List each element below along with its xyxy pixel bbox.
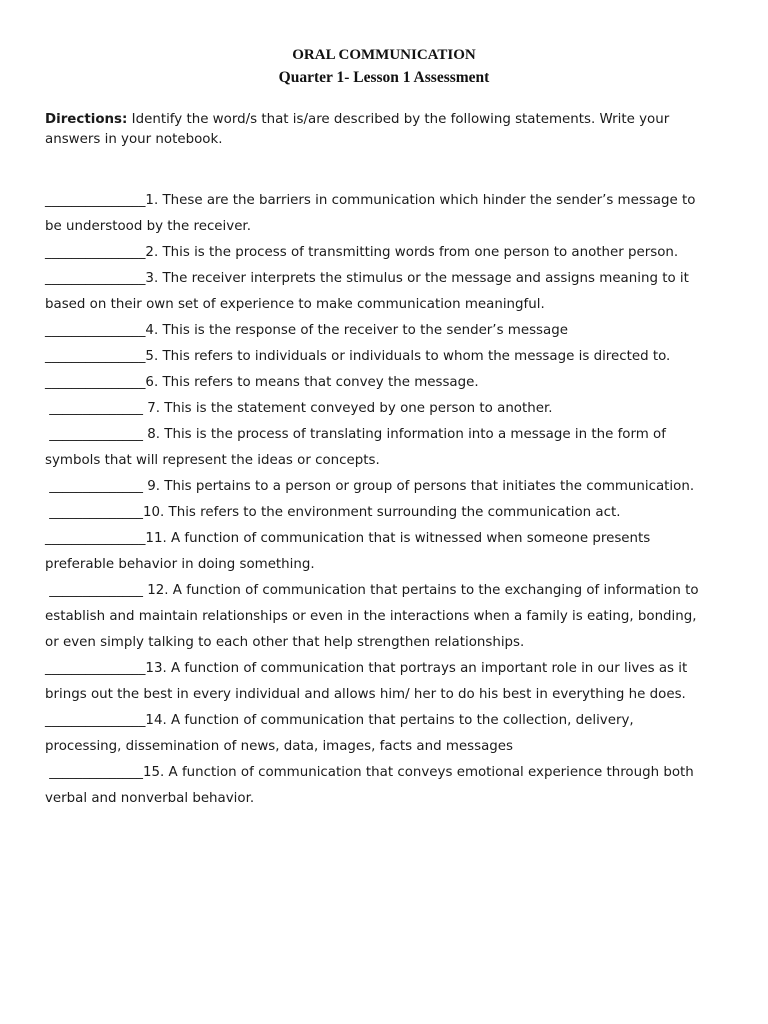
question-line: ______________ 12. A function of communication that pertains to the exchanging of information to	[45, 583, 699, 598]
question-line: establish and maintain relationships or even in the interactions when a family is eating, bonding,	[45, 609, 697, 624]
question-line: ______________ 7. This is the statement conveyed by one person to another.	[45, 401, 553, 416]
question-line: brings out the best in every individual and allows him/ her to do his best in everything he does.	[45, 687, 686, 702]
question-line: symbols that will represent the ideas or concepts.	[45, 453, 380, 468]
question-line: _______________1. These are the barriers in communication which hinder the sender’s message to	[45, 193, 696, 208]
question-line: verbal and nonverbal behavior.	[45, 791, 255, 806]
directions-text: Identify the word/s that is/are described by the following statements. Write your answers in your notebook.	[45, 112, 670, 147]
question-line: ______________10. This refers to the environment surrounding the communication act.	[45, 505, 621, 520]
question-line: _______________11. A function of communication that is witnessed when someone presents	[45, 531, 651, 546]
question-line: ______________15. A function of communication that conveys emotional experience through both	[45, 765, 694, 780]
question-line: _______________6. This refers to means that convey the message.	[45, 375, 479, 390]
question-line: ______________ 9. This pertains to a person or group of persons that initiates the communication.	[45, 479, 695, 494]
document-title: ORAL COMMUNICATION	[292, 47, 476, 63]
question-list	[45, 188, 717, 812]
question-line: or even simply talking to each other that help strengthen relationships.	[45, 635, 525, 650]
document-subtitle: Quarter 1- Lesson 1 Assessment	[278, 69, 490, 86]
question-line: based on their own set of experience to make communication meaningful.	[45, 297, 545, 312]
directions-label: Directions:	[45, 112, 128, 127]
question-line: _______________3. The receiver interprets the stimulus or the message and assigns meaning to it	[45, 271, 689, 286]
question-line: processing, dissemination of news, data, images, facts and messages	[45, 739, 514, 754]
question-line: preferable behavior in doing something.	[45, 557, 315, 572]
question-line: _______________5. This refers to individuals or individuals to whom the message is directed to.	[45, 349, 671, 364]
question-line: be understood by the receiver.	[45, 219, 251, 234]
directions-paragraph	[45, 110, 705, 150]
question-line: _______________4. This is the response of the receiver to the sender’s message	[45, 323, 568, 338]
question-line: _______________13. A function of communication that portrays an important role in our lives as it	[45, 661, 688, 676]
question-line: _______________14. A function of communication that pertains to the collection, delivery,	[45, 713, 634, 728]
question-line: ______________ 8. This is the process of translating information into a message in the form of	[45, 427, 666, 442]
question-line: _______________2. This is the process of transmitting words from one person to another person.	[45, 245, 679, 260]
